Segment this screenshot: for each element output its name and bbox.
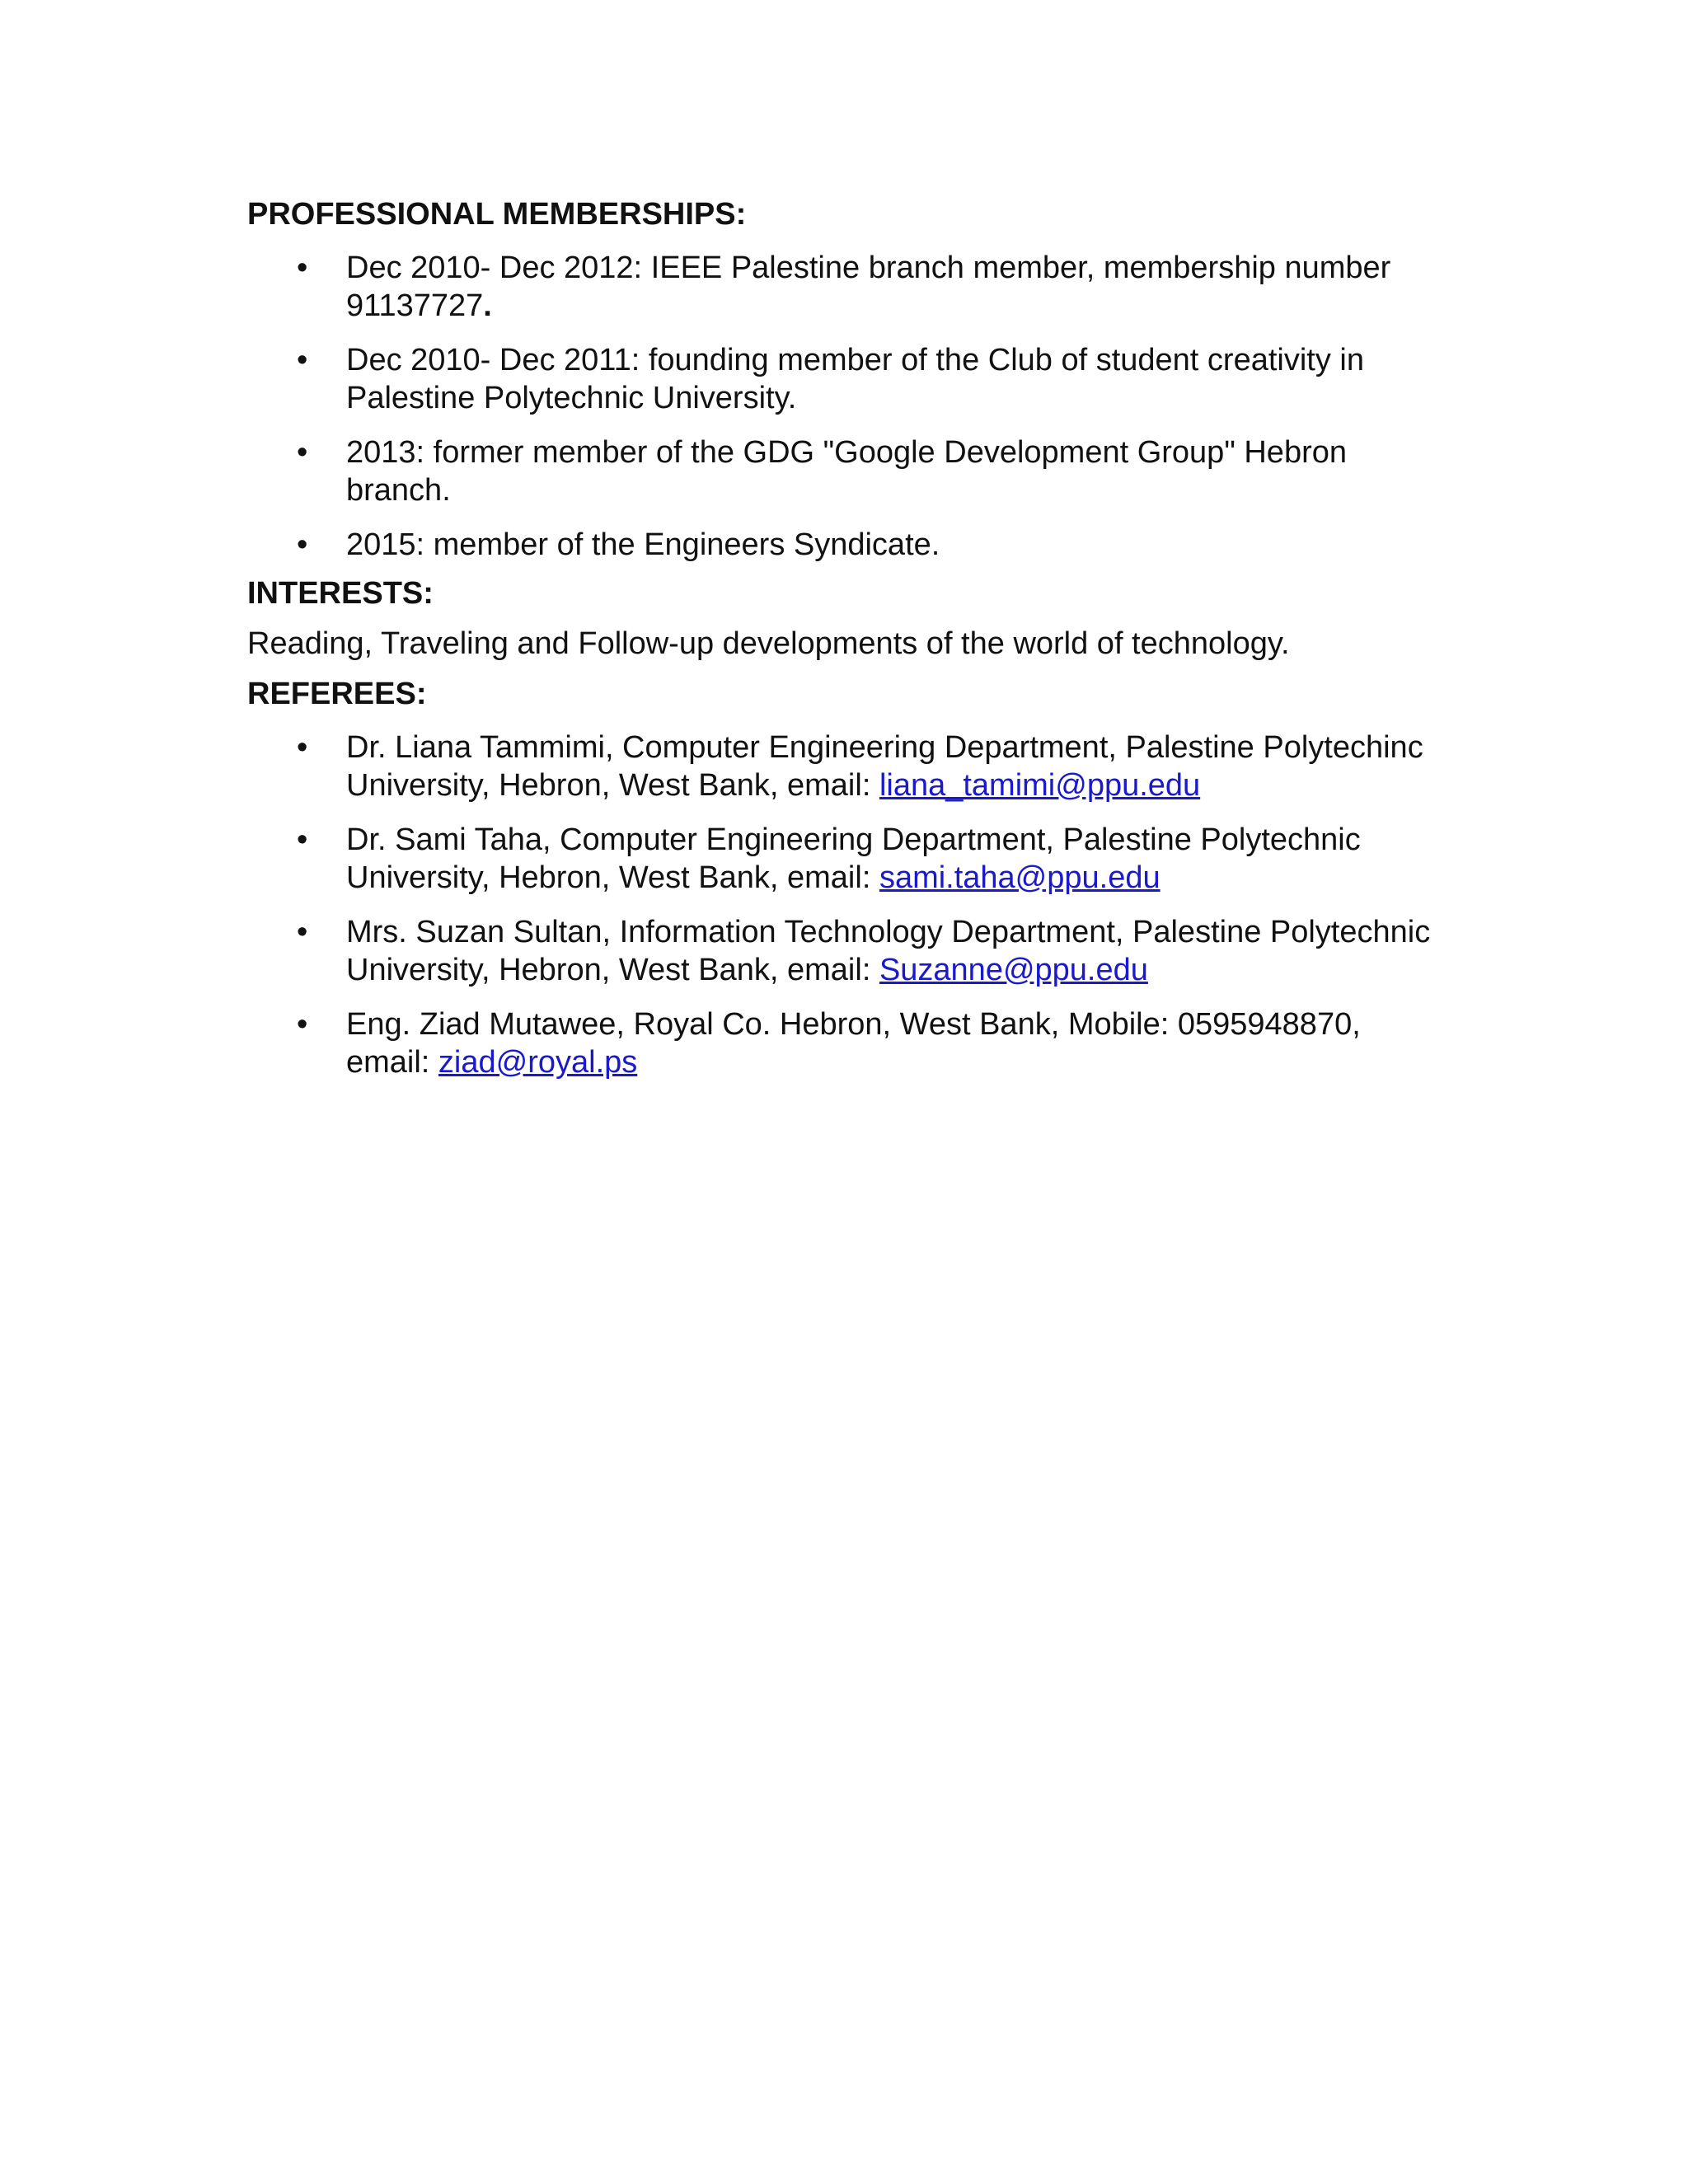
- bullet-icon: •: [297, 343, 308, 377]
- cv-page: [247, 196, 1434, 1098]
- referee-text: Dr. Sami Taha, Computer Engineering Department, Palestine Polytechnic University, Hebron, West Bank, email:: [346, 823, 1361, 895]
- interests-text: Reading, Traveling and Follow-up developments of the world of technology.: [247, 626, 1290, 661]
- bullet-icon: •: [297, 915, 308, 949]
- list-item: [247, 249, 1434, 325]
- list-item: [247, 434, 1434, 509]
- bullet-icon: •: [297, 527, 308, 562]
- bullet-icon: •: [297, 730, 308, 765]
- referee-email-link[interactable]: liana_tamimi@ppu.edu: [879, 768, 1201, 803]
- bullet-icon: •: [297, 251, 308, 285]
- referee-email-link[interactable]: Suzanne@ppu.edu: [879, 953, 1148, 987]
- interests-heading: INTERESTS:: [247, 576, 434, 611]
- list-item: [247, 821, 1434, 897]
- bullet-icon: •: [297, 1007, 308, 1042]
- list-item: [247, 526, 1434, 564]
- referee-email-link[interactable]: sami.taha@ppu.edu: [879, 860, 1160, 895]
- memberships-list: [247, 249, 1434, 564]
- referee-text: Mrs. Suzan Sultan, Information Technology Department, Palestine Polytechnic University, Hebron, West Bank, email:: [346, 915, 1431, 987]
- list-item: [247, 341, 1434, 417]
- bullet-icon: •: [297, 823, 308, 857]
- referee-text: Eng. Ziad Mutawee, Royal Co. Hebron, West Bank, Mobile: 0595948870, email:: [346, 1007, 1361, 1080]
- membership-text: 2013: former member of the GDG "Google Development Group" Hebron branch.: [346, 435, 1347, 508]
- bullet-icon: •: [297, 435, 308, 470]
- membership-text: Dec 2010- Dec 2011: founding member of the Club of student creativity in Palestine Polytechnic University.: [346, 343, 1364, 415]
- membership-text: Dec 2010- Dec 2012: IEEE Palestine branch member, membership number 91137727: [346, 251, 1391, 323]
- membership-suffix: .: [483, 288, 492, 323]
- referees-list: [247, 729, 1434, 1081]
- referee-email-link[interactable]: ziad@royal.ps: [438, 1045, 638, 1080]
- list-item: [247, 729, 1434, 804]
- list-item: [247, 913, 1434, 989]
- referees-heading: REFEREES:: [247, 677, 427, 711]
- list-item: [247, 1005, 1434, 1081]
- membership-text: 2015: member of the Engineers Syndicate.: [346, 527, 940, 562]
- referee-text: Dr. Liana Tammimi, Computer Engineering Department, Palestine Polytechinc University, Hebron, West Bank, email:: [346, 730, 1423, 803]
- memberships-heading: PROFESSIONAL MEMBERSHIPS:: [247, 197, 747, 232]
